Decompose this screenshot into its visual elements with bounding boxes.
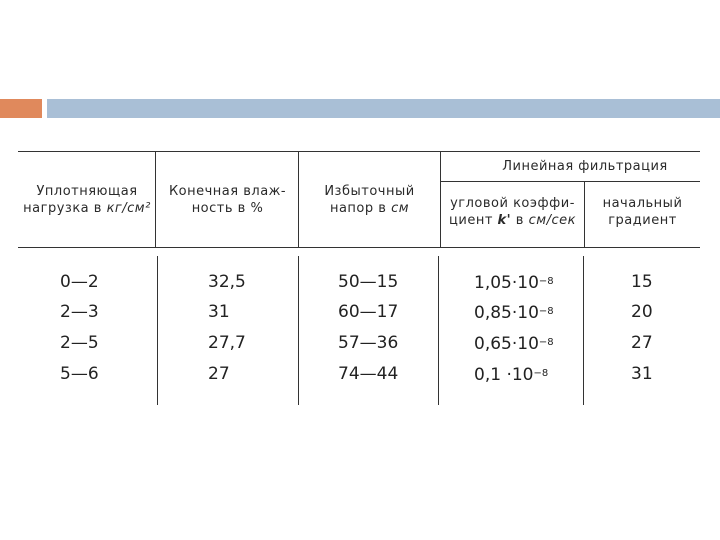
cell-head: 50—15 (338, 272, 399, 292)
header-coefficient-k: k' (497, 213, 512, 228)
header-coefficient-pre: циент (449, 213, 498, 228)
cell-coefficient-base: 0,85·10 (474, 303, 539, 323)
header-coefficient (441, 195, 584, 229)
cell-coefficient-exp: −8 (538, 337, 554, 348)
cell-head: 60—17 (338, 302, 399, 322)
group-under-rule (441, 181, 700, 182)
cell-coefficient-base: 0,1 ·10 (474, 365, 534, 385)
cell-gradient: 27 (631, 333, 653, 353)
header-coefficient-mid: в (511, 213, 529, 228)
header-head (299, 183, 440, 217)
header-moisture (157, 183, 298, 217)
header-load-pre: нагрузка в (23, 201, 107, 216)
cell-head: 74—44 (338, 364, 399, 384)
cell-coefficient-exp: −8 (538, 306, 554, 317)
cell-coefficient (474, 333, 554, 354)
header-coefficient-line2 (441, 212, 584, 229)
cell-moisture: 27,7 (208, 333, 246, 353)
header-group-linear-filtration: Линейная фильтрация (502, 159, 668, 174)
cell-load: 2—5 (60, 333, 99, 353)
body-divider-4 (583, 256, 584, 405)
body-divider-3 (438, 256, 439, 405)
header-load-line1: Уплотняющая (36, 184, 138, 199)
cell-gradient: 15 (631, 272, 653, 292)
cell-load: 0—2 (60, 272, 99, 292)
table-top-rule (18, 151, 700, 152)
cell-gradient: 31 (631, 364, 653, 384)
cell-coefficient (474, 272, 554, 293)
cell-head: 57—36 (338, 333, 399, 353)
header-bottom-rule (18, 247, 700, 248)
header-gradient (585, 195, 700, 229)
cell-moisture: 32,5 (208, 272, 246, 292)
header-coefficient-line1: угловой коэффи- (450, 196, 575, 211)
header-load-line2 (18, 200, 156, 217)
cell-coefficient (474, 364, 548, 385)
header-load (18, 183, 156, 217)
cell-load: 5—6 (60, 364, 99, 384)
header-head-pre: напор в (329, 201, 392, 216)
header-load-unit: кг/см² (106, 201, 151, 216)
header-gradient-line2: градиент (608, 213, 677, 228)
header-head-line2 (299, 200, 440, 217)
header-moisture-line2: ность в % (191, 201, 264, 216)
cell-gradient: 20 (631, 302, 653, 322)
body-divider-2 (298, 256, 299, 405)
cell-load: 2—3 (60, 302, 99, 322)
cell-coefficient-base: 0,65·10 (474, 334, 539, 354)
cell-coefficient-exp: −8 (533, 368, 549, 379)
header-moisture-line1: Конечная влаж- (168, 184, 287, 199)
header-coefficient-unit: см/сек (528, 213, 576, 228)
cell-coefficient (474, 302, 554, 323)
header-gradient-line1: начальный (602, 196, 683, 211)
body-divider-1 (157, 256, 158, 405)
header-head-line1: Избыточный (324, 184, 415, 199)
cell-moisture: 27 (208, 364, 230, 384)
cell-moisture: 31 (208, 302, 230, 322)
cell-coefficient-base: 1,05·10 (474, 273, 539, 293)
cell-coefficient-exp: −8 (538, 276, 554, 287)
header-head-unit: см (391, 201, 410, 216)
